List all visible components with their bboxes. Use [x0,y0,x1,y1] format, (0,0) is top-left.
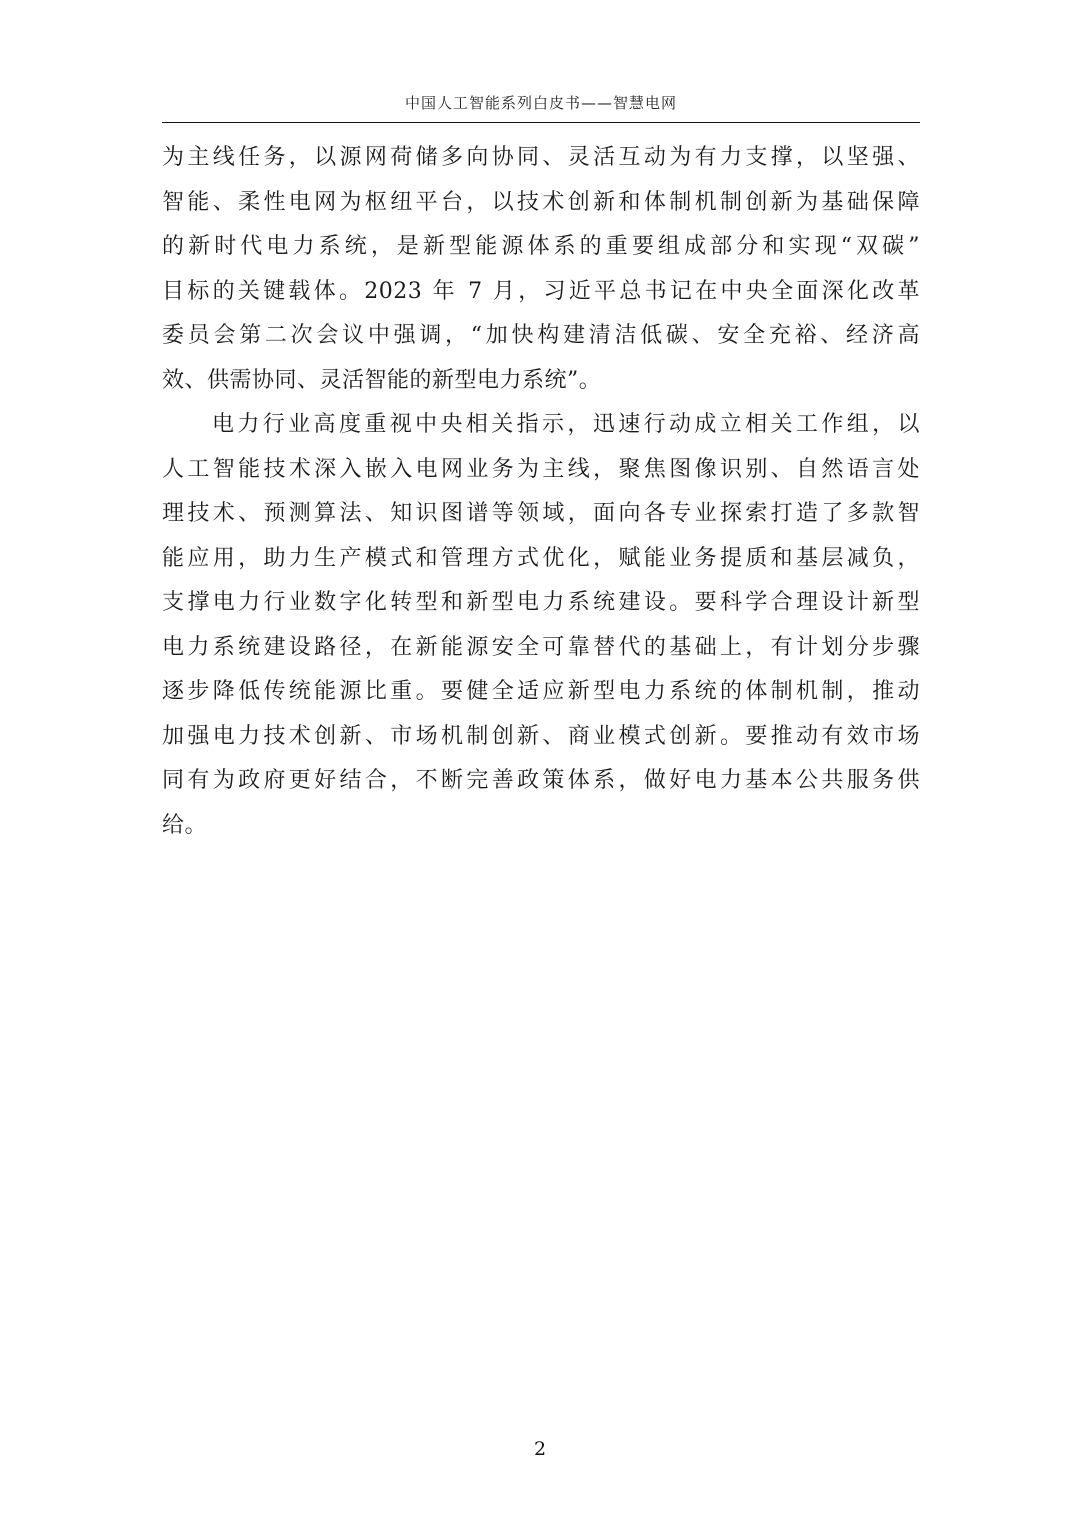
text-line: 能应用，助力生产模式和管理方式优化，赋能业务提质和基层减负， [162,545,920,571]
header-rule [162,122,920,123]
text-line: 同有为政府更好结合，不断完善政策体系，做好电力基本公共服务供 [162,768,920,793]
text-line: 智能、柔性电网为枢纽平台，以技术创新和体制机制创新为基础保障 [162,189,920,215]
paragraph-2 [162,403,920,848]
text-line: 的新时代电力系统，是新型能源体系的重要组成部分和实现“双碳” [162,234,920,259]
text-line: 效、供需协同、灵活智能的新型电力系统”。 [162,367,602,393]
paragraph-1 [162,136,920,403]
text-line: 加强电力技术创新、市场机制创新、商业模式创新。要推动有效市场 [162,723,920,749]
running-header: 中国人工智能系列白皮书——智慧电网 [404,94,677,112]
text-line: 电力系统建设路径，在新能源安全可靠替代的基础上，有计划分步骤 [162,634,920,660]
text-line: 电力行业高度重视中央相关指示，迅速行动成立相关工作组，以 [212,412,920,437]
body-text [162,136,920,848]
text-line: 理技术、预测算法、知识图谱等领域，面向各专业探索打造了多款智 [162,501,920,526]
text-line: 逐步降低传统能源比重。要健全适应新型电力系统的体制机制，推动 [162,679,920,704]
text-line: 委员会第二次会议中强调，“加快构建清洁低碳、安全充裕、经济高 [162,323,920,348]
text-line: 为主线任务，以源网荷储多向协同、灵活互动为有力支撑，以坚强、 [162,145,920,170]
text-line: 人工智能技术深入嵌入电网业务为主线，聚焦图像识别、自然语言处 [162,456,920,482]
text-line: 给。 [162,812,208,838]
text-line: 支撑电力行业数字化转型和新型电力系统建设。要科学合理设计新型 [162,590,920,615]
text-line: 目标的关键载体。2023 年 7 月，习近平总书记在中央全面深化改革 [162,278,920,304]
page-number: 2 [533,1438,547,1460]
